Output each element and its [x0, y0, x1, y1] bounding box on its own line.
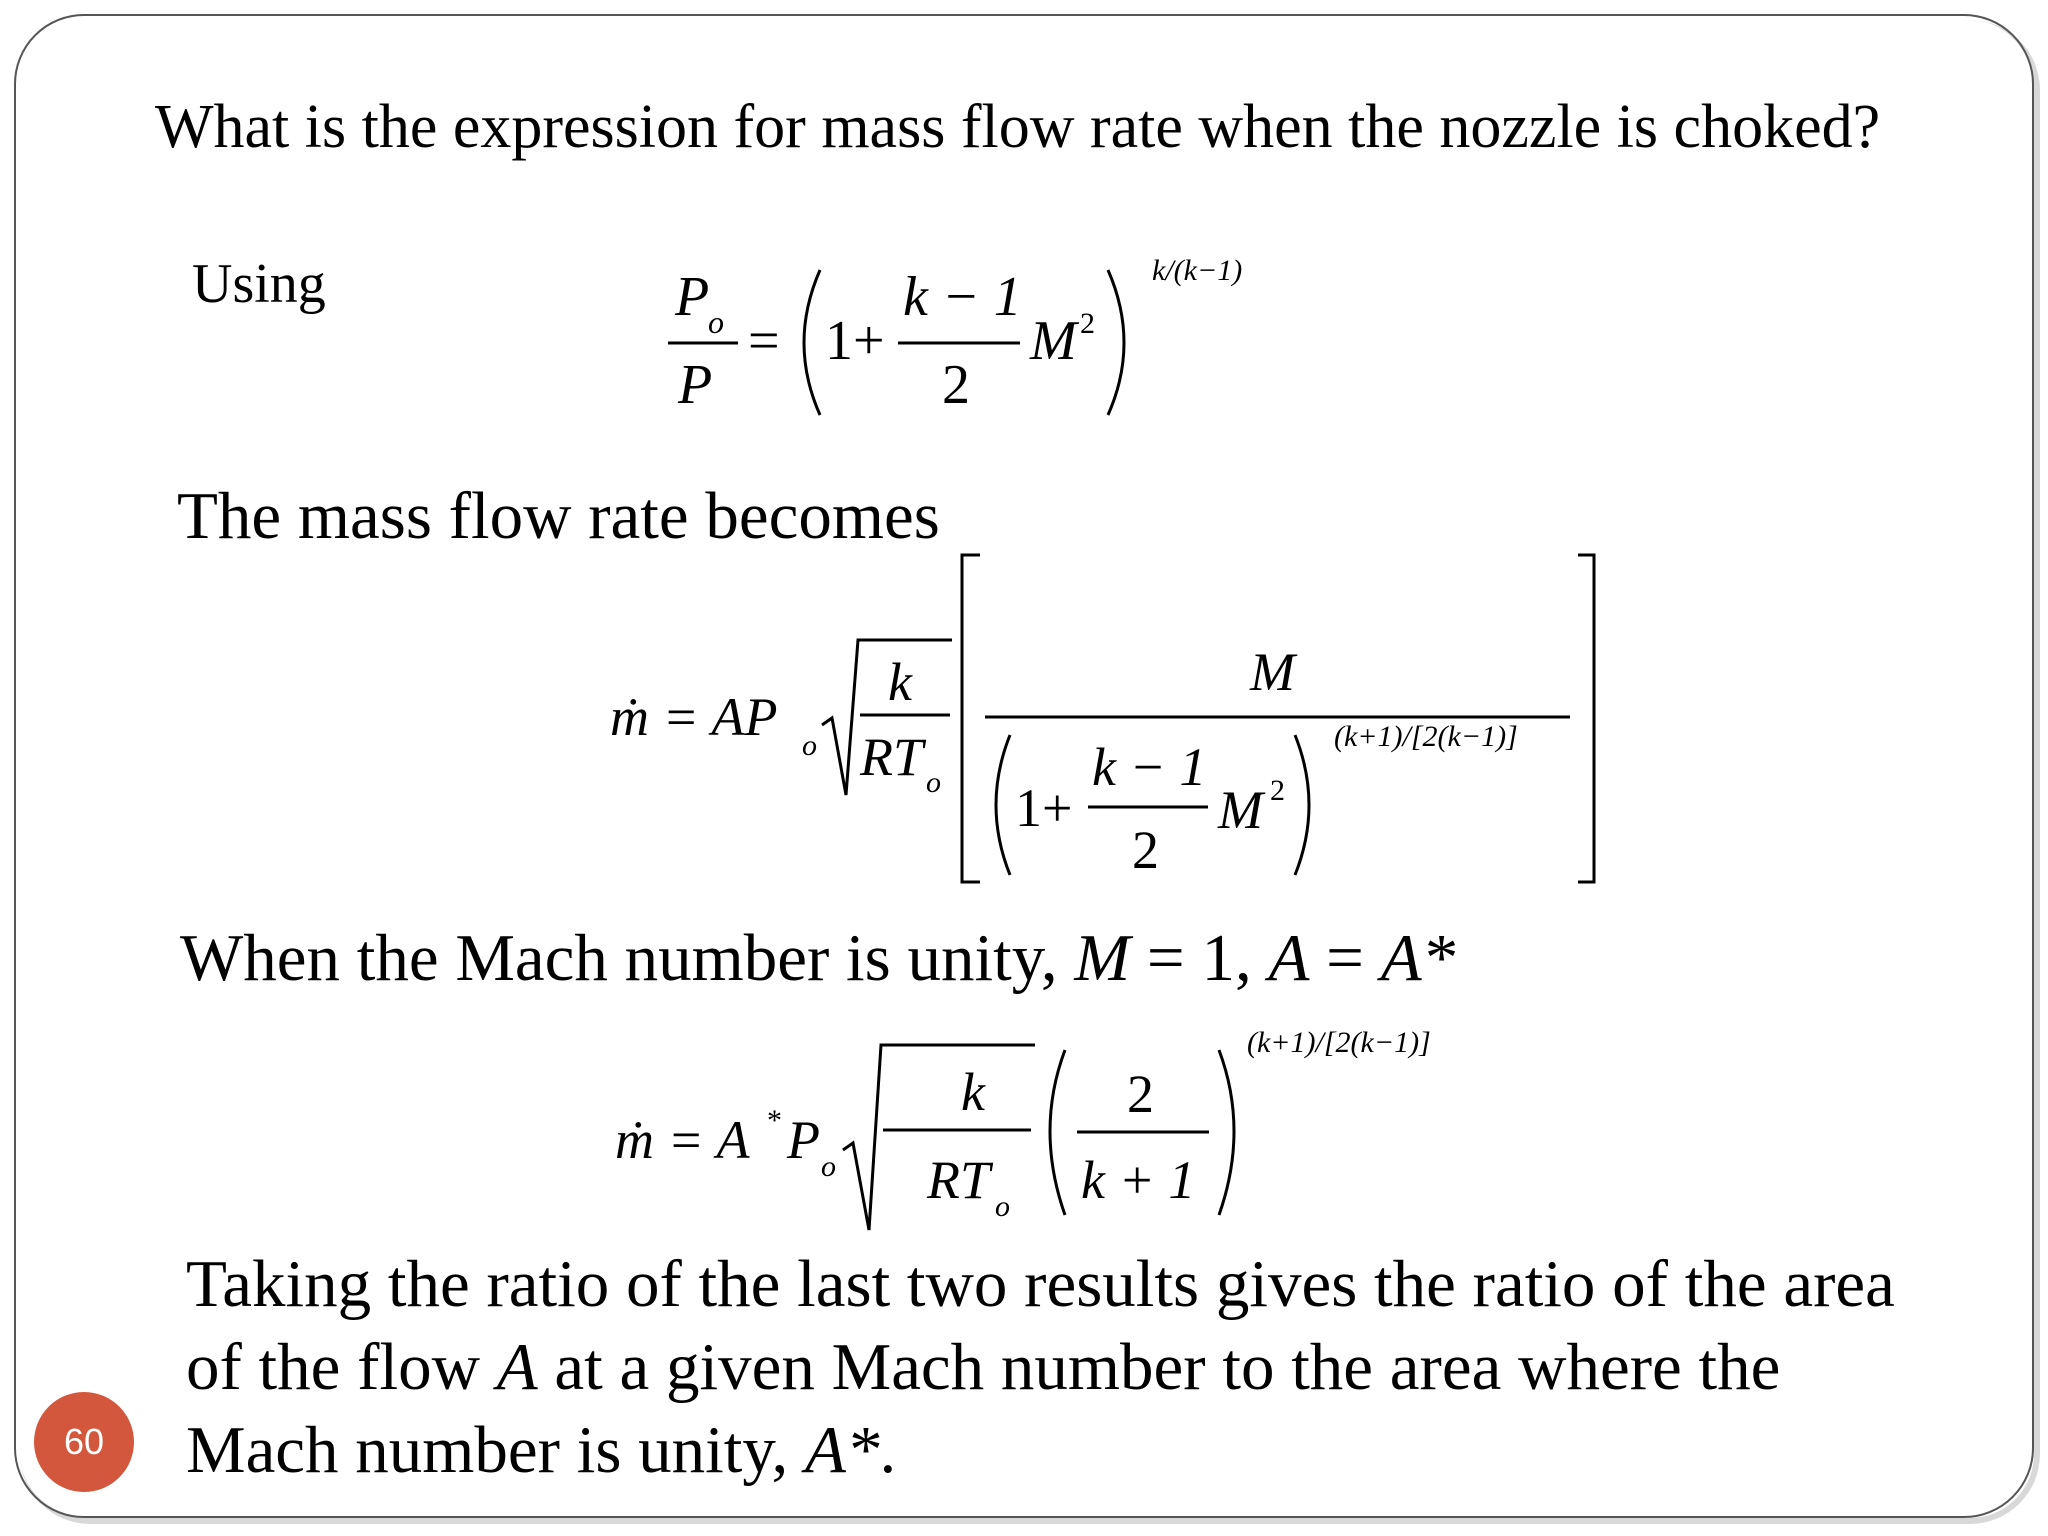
area-equals: =: [1309, 921, 1381, 995]
conclusion-line-3-a: Mach number is unity,: [186, 1413, 806, 1487]
sqrt-numerator: k: [961, 1062, 985, 1122]
lhs-p: P: [787, 1110, 820, 1170]
conclusion-line-3: [186, 1409, 2016, 1492]
frac-denominator: 2: [1132, 820, 1159, 880]
mach-exponent: 2: [1080, 307, 1095, 340]
lhs: ṁ = A: [615, 1110, 750, 1170]
mass-flow-choked-equation: [615, 1026, 1515, 1245]
one-plus: 1+: [1015, 778, 1073, 838]
mach-variable: M: [1074, 921, 1131, 995]
mach-symbol: M: [1030, 310, 1077, 372]
exponent: k/(k−1): [1152, 254, 1243, 287]
equals-sign: =: [748, 310, 780, 372]
conclusion-line-3-b: .: [879, 1413, 897, 1487]
using-label: Using: [192, 253, 326, 315]
lhs-denominator: P: [678, 354, 713, 416]
frac-numerator: k − 1: [903, 266, 1022, 328]
slide-title: What is the expression for mass flow rate when the nozzle is choked?: [155, 93, 1881, 161]
sqrt-denominator-sub: o: [926, 766, 941, 799]
mach-symbol: M: [1218, 780, 1263, 840]
lhs-numerator: P: [675, 266, 710, 328]
exponent: (k+1)/[2(k−1)]: [1247, 1026, 1431, 1059]
mass-flow-general-svg: [610, 550, 1610, 890]
sqrt-numerator: k: [888, 652, 912, 712]
sqrt-denominator: RT: [860, 727, 924, 787]
mach-unity-sentence: [180, 920, 1455, 997]
frac-denominator: k + 1: [1081, 1150, 1196, 1210]
pressure-ratio-equation: [660, 255, 1360, 430]
pressure-ratio-svg: [660, 255, 1360, 425]
frac-numerator: k − 1: [1092, 737, 1207, 797]
conclusion-critical-area: A*: [805, 1413, 880, 1487]
one-plus: 1+: [825, 310, 885, 372]
mass-flow-general-equation: [610, 550, 1610, 895]
conclusion-line-1: Taking the ratio of the last two results gives the ratio of the area: [186, 1247, 1895, 1321]
conclusion-line-2-b: at a given Mach number to the area where the: [537, 1330, 1781, 1404]
bracket-numerator: M: [1250, 642, 1295, 702]
sqrt-denominator-sub: o: [995, 1190, 1010, 1223]
mach-equals-one: = 1,: [1130, 921, 1269, 995]
sqrt-denominator: RT: [927, 1150, 991, 1210]
critical-area: A*: [1380, 921, 1456, 995]
mach-exponent: 2: [1270, 774, 1285, 807]
mass-flow-label: The mass flow rate becomes: [177, 479, 940, 553]
frac-numerator: 2: [1127, 1064, 1154, 1124]
lhs-sub: o: [802, 729, 817, 762]
conclusion-line-2-a: of the flow: [186, 1330, 497, 1404]
conclusion-paragraph: [186, 1243, 2016, 1492]
frac-denominator: 2: [942, 354, 970, 416]
lhs-star: *: [767, 1104, 782, 1137]
conclusion-line-2: [186, 1326, 2016, 1409]
lhs: ṁ = AP: [610, 687, 778, 747]
mach-unity-prefix: When the Mach number is unity,: [180, 921, 1075, 995]
page-number-badge: 60: [34, 1392, 134, 1492]
lhs-sub: o: [821, 1150, 836, 1183]
lhs-numerator-sub: o: [708, 304, 724, 340]
conclusion-area-variable: A: [496, 1330, 538, 1404]
exponent: (k+1)/[2(k−1)]: [1334, 720, 1518, 753]
mass-flow-choked-svg: [615, 1026, 1515, 1240]
area-variable: A: [1268, 921, 1310, 995]
